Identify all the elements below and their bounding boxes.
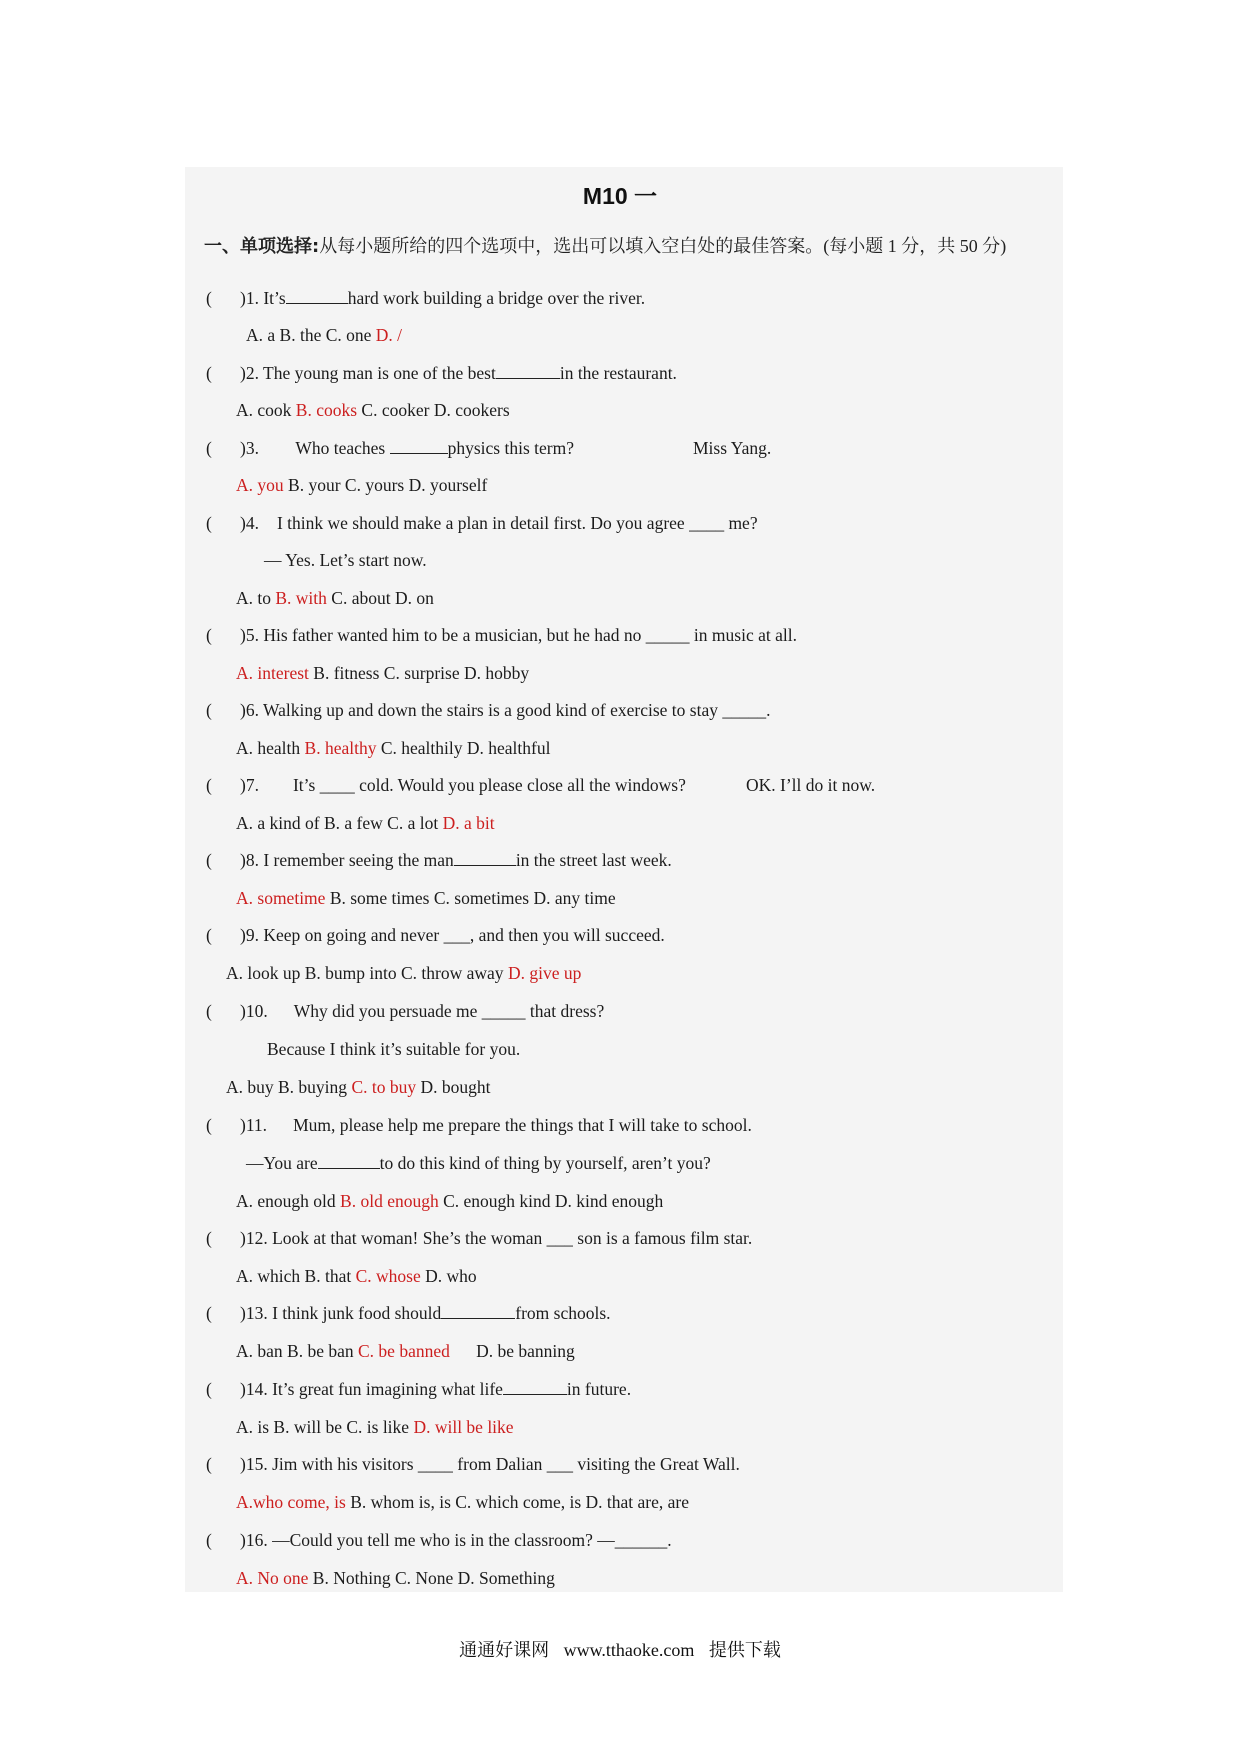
answer-12: C. whose (355, 1266, 421, 1286)
question-6: )6. Walking up and down the stairs is a good kind of exercise to stay _____. (240, 700, 771, 720)
answer-paren: ( (206, 925, 212, 945)
answer-paren: ( (206, 775, 212, 795)
answer-paren: ( (206, 438, 212, 458)
answer-paren: ( (206, 850, 212, 870)
answer-4: B. with (275, 588, 327, 608)
answer-15: A.who come, is (236, 1492, 346, 1512)
question-12: )12. Look at that woman! She’s the woman ___ son is a famous film star. (240, 1228, 753, 1248)
answer-paren: ( (206, 700, 212, 720)
answer-8: A. sometime (236, 888, 326, 908)
question-9: )9. Keep on going and never ___, and then you will succeed. (240, 925, 665, 945)
question-10: )10. Why did you persuade me _____ that dress? (240, 1001, 605, 1021)
answer-paren: ( (206, 1379, 212, 1399)
answer-5: A. interest (236, 663, 309, 683)
answer-11: B. old enough (340, 1191, 439, 1211)
question-14: )14. It’s great fun imagining what life in future. (240, 1379, 632, 1399)
answer-2: B. cooks (295, 400, 358, 420)
question-10-reply: Because I think it’s suitable for you. (267, 1039, 521, 1059)
question-2: )2. The young man is one of the best in the restaurant. (240, 363, 677, 383)
options-16: A. No one B. Nothing C. None D. Something (236, 1568, 555, 1588)
answer-paren: ( (206, 625, 212, 645)
options-6: A. health B. healthy C. healthily D. healthful (236, 738, 551, 758)
options-8: A. sometime B. some times C. sometimes D. any time (236, 888, 616, 908)
question-16: )16. —Could you tell me who is in the classroom? —______. (240, 1530, 672, 1550)
question-13: )13. I think junk food should from schools. (240, 1303, 611, 1323)
answer-paren: ( (206, 288, 212, 308)
question-3-reply: Miss Yang. (693, 438, 772, 458)
answer-1: D. / (375, 325, 403, 345)
answer-10: C. to buy (351, 1077, 417, 1097)
question-1: )1. It’s hard work building a bridge over the river. (240, 288, 646, 308)
options-15: A.who come, is B. whom is, is C. which come, is D. that are, are (236, 1492, 689, 1512)
section-instruction (204, 232, 1006, 258)
footer-action: 提供下载 (708, 1640, 781, 1660)
answer-13: C. be banned (358, 1341, 450, 1361)
answer-paren: ( (206, 363, 212, 383)
options-12: A. which B. that C. whose D. who (236, 1266, 477, 1286)
question-11: )11. Mum, please help me prepare the things that I will take to school. (240, 1115, 752, 1135)
answer-paren: ( (206, 1530, 212, 1550)
options-1: A. a B. the C. one D. / (246, 325, 403, 345)
question-3: )3. Who teaches physics this term? (240, 438, 574, 458)
footer-site-name: 通通好课网 (459, 1640, 550, 1660)
options-14: A. is B. will be C. is like D. will be like (236, 1417, 514, 1437)
answer-paren: ( (206, 1115, 212, 1135)
answer-7: D. a bit (442, 813, 495, 833)
answer-3: A. you (236, 475, 284, 495)
options-9: A. look up B. bump into C. throw away D. give up (226, 963, 582, 983)
answer-16: A. No one (236, 1568, 309, 1588)
footer-url[interactable]: www.tthaoke.com (563, 1640, 695, 1660)
page-title: M10 一 (582, 183, 658, 209)
question-5: )5. His father wanted him to be a musician, but he had no _____ in music at all. (240, 625, 797, 645)
answer-9: D. give up (507, 963, 582, 983)
question-7: )7. It’s ____ cold. Would you please close all the windows? (240, 775, 686, 795)
options-3: A. you B. your C. yours D. yourself (236, 475, 488, 495)
answer-paren: ( (206, 1228, 212, 1248)
question-15: )15. Jim with his visitors ____ from Dalian ___ visiting the Great Wall. (240, 1454, 740, 1474)
page-footer (0, 1636, 1240, 1662)
answer-paren: ( (206, 1303, 212, 1323)
options-7: A. a kind of B. a few C. a lot D. a bit (236, 813, 495, 833)
options-4: A. to B. with C. about D. on (236, 588, 434, 608)
question-7-reply: OK. I’ll do it now. (746, 775, 876, 795)
answer-14: D. will be like (413, 1417, 514, 1437)
answer-6: B. healthy (304, 738, 377, 758)
options-10: A. buy B. buying C. to buy D. bought (226, 1077, 491, 1097)
options-2: A. cook B. cooks C. cooker D. cookers (236, 400, 510, 420)
section-heading: 一、单项选择: (204, 236, 320, 257)
question-8: )8. I remember seeing the man in the street last week. (240, 850, 672, 870)
section-instruction-text: 从每小题所给的四个选项中，选出可以填入空白处的最佳答案。(每小题 1 分，共 50 分) (319, 236, 1007, 256)
question-11-reply: —You are to do this kind of thing by yourself, aren’t you? (246, 1153, 711, 1173)
question-4: )4. I think we should make a plan in detail first. Do you agree ____ me? (240, 513, 758, 533)
options-11: A. enough old B. old enough C. enough kind D. kind enough (236, 1191, 664, 1211)
options-5: A. interest B. fitness C. surprise D. hobby (236, 663, 530, 683)
answer-paren: ( (206, 1001, 212, 1021)
answer-paren: ( (206, 1454, 212, 1474)
answer-paren: ( (206, 513, 212, 533)
options-13: A. ban B. be ban C. be banned D. be banning (236, 1341, 575, 1361)
question-4-reply: — Yes. Let’s start now. (264, 550, 427, 570)
